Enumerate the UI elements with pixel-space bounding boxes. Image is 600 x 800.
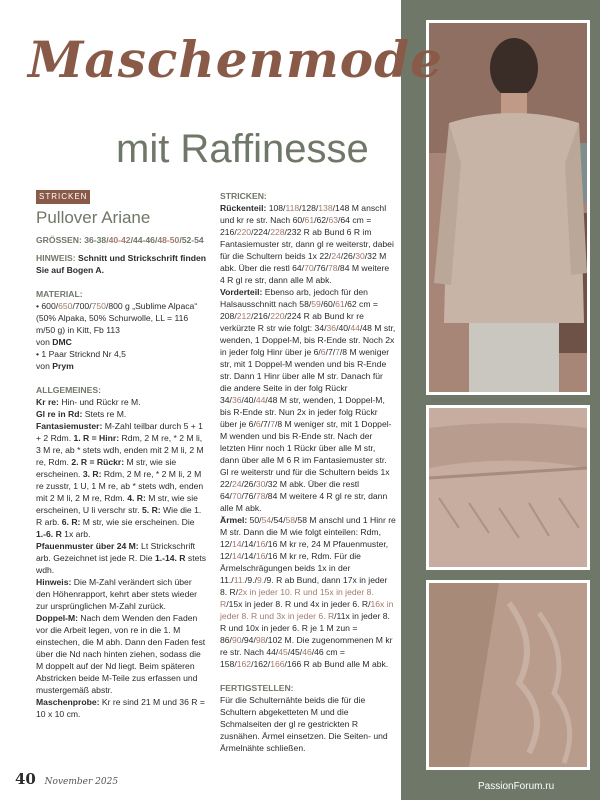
sizes: GRÖSSEN: 36-38/40-42/44-46/48-50/52-54: [36, 235, 204, 245]
section-tag: STRICKEN: [36, 190, 90, 204]
right-column: [220, 190, 396, 754]
back-piece: Rückenteil: 108/118/128/138/148 M anschl und kr re str. Nach 60/61/62/63/64 cm = 216/220/224/228/232 R ab Bund 6 R im Fantasiemuster str, dann gl re weiterstr, dabei für die Schultern beids 1x 22/24/26/30/32 M abk. Über die restl 64/70/76/78/84 M weitere 4 R gl re str, dann alle M abk.: [220, 203, 394, 285]
general-gl: Gl re in Rd: Stets re M.: [36, 409, 127, 419]
material-item-2: • 1 Paar Stricknd Nr 4,5: [36, 349, 126, 359]
general-doppel-m: Doppel-M: Nach dem Wenden den Faden vor die Arbeit legen, von re in die 1. M einstechen, die M abh. Dann den Faden fest über die Nd nach hinten ziehen, sodass die M doppelt auf der Nd liegt. Beim späteren Abstricken beide M-Teile zus erfassen und mustergemäß abstr.: [36, 613, 206, 695]
material-item-1: • 600/650/700/750/800 g „Sublime Alpaca“ (50% Alpaka, 50% Schurwolle, LL = 116 m/50 g) in Kitt, Fb 113: [36, 301, 198, 335]
pattern-name: Pullover Ariane: [36, 208, 151, 227]
issue-date: November 2025: [44, 777, 119, 787]
material-label: MATERIAL:: [36, 289, 83, 299]
left-column: [36, 190, 208, 720]
material-brand-2: von Prym: [36, 361, 74, 371]
finish-label: FERTIGSTELLEN:: [220, 683, 294, 693]
front-piece: Vorderteil: Ebenso arb, jedoch für den Halsausschnitt nach 58/59/60/61/62 cm = 208/212/216/220/224 R ab Bund kr re verkürzte R str wie folgt: 34/36/40/44/48 M str, wenden, 1 Doppel-M, bis R-Ende str. Noch 2x in jeder folg Hinr über je 6/6/7/7/8 M weniger str, mit 1 Doppel-M wenden und bis R-Ende str. Dann 1 Hinr über alle M str. Danach für die andere Seite in der folg Rückr 34/36/40/44/48 M str, wenden, 1 Doppel-M, bis R-Ende str. Nun 2x in jeder folg Rückr über je 6/6/7/7/8 M weniger str, mit 1 Doppel-M wenden und bis R-Ende str. Nach der letzten Hinr noch 1 Rückr über alle M str, dann über alle M 6 R im Fantasiemuster str. Gl re weiterstr und für die Schultern beids 1x 22/24/26/30/32 M abk. Über die restl 64/70/76/78/84 M weitere 4 R gl re str, dann alle M abk.: [220, 287, 396, 513]
sleeve-detail-photo: [426, 580, 590, 770]
general-pfauenmuster: Pfauenmuster über 24 M: Lt Strickschrift arb. Gezeichnet ist jede R. Die 1.-14. R stets wdh.: [36, 541, 207, 575]
knit-label: STRICKEN:: [220, 191, 267, 201]
hint: HINWEIS: Schnitt und Strickschrift finden Sie auf Bogen A.: [36, 253, 206, 275]
neckline-detail-photo: [426, 405, 590, 570]
finish-text: Für die Schulternähte beids die für die Schultern abgeketteten M und die Schmalseiten der gl re gestrickten R zusnähen. Ärmel einsetzen. Die Seiten- und Ärmelnähte schließen.: [220, 695, 388, 753]
watermark: PassionForum.ru: [478, 781, 555, 792]
page-subtitle: mit Raffinesse: [116, 127, 369, 171]
material-brand-1: von DMC: [36, 337, 72, 347]
sleeve-piece: Ärmel: 50/54/54/58/58 M anschl und 1 Hinr re M str. Dann die M wie folgt einteilen: Rdm, 12/14/14/16/16 M kr re, 24 M Pfauenmuster, 12/14/14/16/16 M kr re, Rdm. Für die Ärmelschrägungen beids 1x in der 11./11./9./9./9. R ab Bund, dann 17x in jeder 8. R/2x in jeder 10. R und 15x in jeder 8. R/15x in jeder 8. R und 4x in jeder 6. R/16x in jeder 8. R und 3x in jeder 6. R/11x in jeder 8. R und 10x in jeder 6. R je 1 M zun = 86/90/94/98/102 M. Die zugenommenen M kr re str. Nach 44/45/45/46/46 cm = 158/162/162/166/166 R ab Bund alle M abk.: [220, 515, 396, 669]
page-footer: [15, 770, 118, 788]
page-title: Maschenmode: [28, 30, 443, 89]
model-photo: [426, 20, 590, 395]
general-label: ALLGEMEINES:: [36, 385, 101, 395]
general-maschenprobe: Maschenprobe: Kr re sind 21 M und 36 R = 10 x 10 cm.: [36, 697, 205, 719]
general-fantasiemuster: Fantasiemuster: M-Zahl teilbar durch 5 + 1 + 2 Rdm. 1. R = Hinr: Rdm, 2 M re, * 2 M li, 3 M re, ab * stets wdh, enden mit 2 M li, 2 M re, Rdm. 2. R = Rückr: M str, wie sie erscheinen. 3. R: Rdm, 2 M re, * 2 M li, 2 M re zusstr, 1 U, 1 M re, ab * stets wdh, enden mit 2 M li, 2 M re, Rdm. 4. R: M str, wie sie erscheinen, U li verschr str. 5. R: Wie die 1. R arb. 6. R: M str, wie sie erscheinen. Die 1.-6. R 1x arb.: [36, 421, 204, 539]
page-number: 40: [15, 770, 36, 788]
general-kr: Kr re: Hin- und Rückr re M.: [36, 397, 141, 407]
general-hinweis: Hinweis: Die M-Zahl verändert sich über den Höhenrapport, kehrt aber stets wieder zur ursprünglichen M-Zahl zurück.: [36, 577, 197, 611]
